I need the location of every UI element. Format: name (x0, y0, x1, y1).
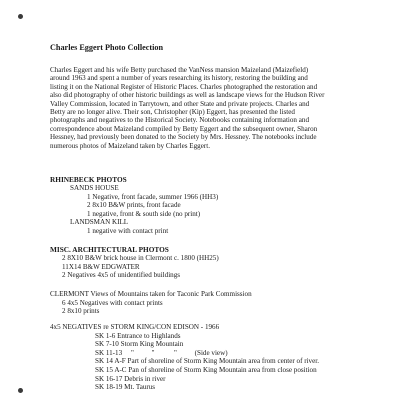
storm-king-item: SK 16-17 Debris in river (95, 374, 166, 383)
sands-house-label: SANDS HOUSE (70, 184, 119, 192)
intro-line: around 1963 and spent a number of years researching its history, restoring the building and (50, 74, 308, 83)
intro-line: Hessney, had previously been donated to the Society by Mrs. Hessney. The notebooks include (50, 133, 317, 142)
intro-line: numerous photos of Maizeland taken by Charles Eggert. (50, 141, 210, 150)
intro-line: photographs and negatives to the Historical Society. Notebooks containing information and (50, 116, 309, 125)
clermont-item: 2 8x10 prints (62, 307, 100, 316)
clermont-section (50, 290, 252, 316)
rhinebeck-heading: RHINEBECK PHOTOS (50, 175, 127, 184)
rhinebeck-section (50, 175, 218, 236)
punch-hole-bottom (18, 388, 23, 393)
storm-king-item: SK 7-10 Storm King Mountain (95, 340, 184, 349)
storm-king-item: SK 14 A-F Part of shoreline of Storm King Mountain area from center of river. (95, 357, 319, 366)
intro-line: Charles Eggert and his wife Betty purchased the VanNess mansion Maizeland (Maizefield) (50, 66, 309, 74)
storm-king-item: SK 15 A-C Pan of shoreline of Storm King Mountain area from close position (95, 365, 317, 374)
sands-item: 2 8x10 B&W prints, front facade (87, 201, 181, 210)
punch-hole-top (18, 14, 23, 19)
storm-king-item: SK 11-13 " " " (Side view) (95, 348, 228, 357)
sands-item: 1 Negative, front facade, summer 1966 (HH3) (87, 192, 219, 201)
storm-king-heading: 4x5 NEGATIVES re STORM KING/CON EDISON - 1966 (50, 323, 220, 331)
landsman-item: 1 negative with contact print (87, 226, 169, 235)
intro-line: listing it on the National Register of Historic Places. Charles photographed the restoration and (50, 82, 318, 91)
sands-item: 1 negative, front & south side (no print) (87, 209, 201, 218)
landsman-kill-label: LANDSMAN KILL (70, 218, 129, 227)
misc-item: 2 Negatives 4x5 of unidentified buildings (62, 271, 181, 280)
document-title: Charles Eggert Photo Collection (50, 43, 164, 52)
intro-paragraph (50, 66, 370, 150)
clermont-heading: CLERMONT Views of Mountains taken for Taconic Park Commission (50, 290, 252, 298)
storm-king-item: SK 1-6 Entrance to Highlands (95, 331, 181, 340)
intro-line: also did photography of other historic buildings as well as landscape views for the Hudson River (50, 91, 325, 100)
intro-line: correspondence about Maizeland compiled by Betty Eggert and the subsequent owner, Sharon (50, 124, 318, 133)
intro-line: Betty are no longer alive. Their son, Christopher (Kip) Eggert, has presented the listed (50, 108, 295, 117)
misc-item: 2 8X10 B&W brick house in Clermont c. 1800 (HH25) (62, 254, 219, 262)
misc-item: 11X14 B&W EDGWATER (62, 262, 140, 271)
storm-king-item: SK 18-19 Mt. Taurus (95, 383, 156, 392)
misc-section (50, 245, 219, 280)
intro-line: Valley Commission, located in Tarrytown, and other State and private projects. Charles and (50, 99, 310, 108)
clermont-item: 6 4x5 Negatives with contact prints (62, 298, 163, 307)
storm-king-section (50, 323, 319, 392)
misc-heading: MISC. ARCHITECTURAL PHOTOS (50, 245, 169, 254)
